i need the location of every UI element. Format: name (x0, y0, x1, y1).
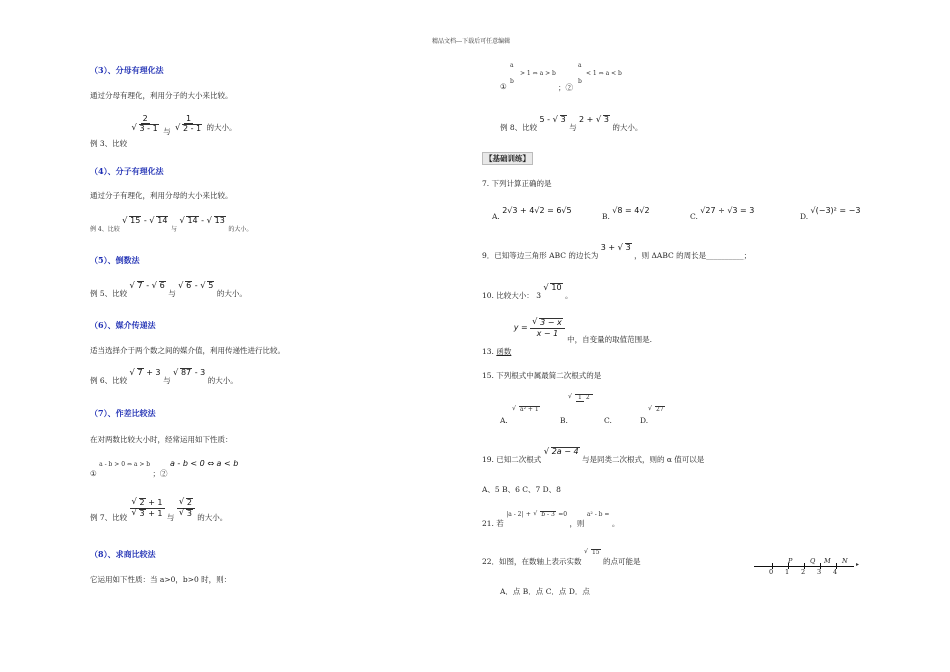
example-8-b-rad: 3 (603, 115, 609, 124)
question-7-option-a (492, 206, 572, 221)
example-7-prefix: 例 7、比较 (90, 513, 128, 523)
question-19-prefix: 19. 已知二次根式 (482, 455, 542, 464)
point-m-label: M (824, 557, 831, 565)
basic-training-heading: 【基础训练】 (482, 152, 533, 165)
q21-radicand: b - 3 (541, 511, 555, 518)
abs-expression: |a - 2| (506, 511, 524, 518)
question-22-suffix: 的点可能是 (602, 557, 641, 566)
fraction-denominator: 3 - 1 (139, 124, 158, 134)
minus-sign: - (143, 216, 147, 225)
example-7 (90, 498, 228, 523)
property-separator: ；② (152, 469, 168, 478)
question-7-option-d (800, 206, 861, 221)
example-8-suffix: 的大小。 (612, 123, 643, 132)
equals-zero: =0 (558, 511, 568, 518)
question-7-stem: 7. 下列计算正确的是 (482, 179, 552, 188)
page-header: 精品文档---下载后可任意编辑 (432, 38, 511, 45)
example-6-b1: 87 (180, 368, 192, 377)
example-7-fraction-1 (130, 498, 165, 519)
example-3 (90, 114, 237, 148)
property-separator: ；② (558, 83, 573, 92)
example-5-b2: 5 (208, 281, 214, 290)
point-p-label: P (788, 557, 793, 565)
question-21 (482, 508, 620, 528)
fraction-numerator: 2 (142, 114, 148, 123)
property-marker-1: ① (500, 82, 507, 91)
example-6-suffix: 的大小。 (207, 376, 238, 385)
example-6-a-tail: + 3 (146, 368, 161, 377)
question-21-prefix: 21. 若 (482, 519, 504, 528)
example-6-b-tail: - 3 (194, 368, 206, 377)
question-19-radicand: 2a − 4 (551, 447, 579, 456)
axis-label-4: 4 (833, 568, 838, 576)
question-21-target: a² - b = (586, 511, 610, 518)
question-21-end: 。 (611, 519, 620, 528)
point-n-label: N (842, 557, 848, 565)
property-2-top: a (578, 62, 582, 69)
section-3-text: 通过分母有理化，利用分子的大小来比较。 (90, 91, 233, 100)
axis-label-2: 2 (801, 568, 806, 576)
question-10-value: 3 (536, 291, 541, 300)
denominator-tail: + 1 (148, 508, 163, 518)
function-fraction (530, 318, 565, 338)
section-7-text: 在对两数比较大小时，经常运用如下性质： (90, 435, 233, 444)
property-marker-1: ① (90, 469, 97, 478)
property-2-bottom: b (578, 78, 582, 85)
denominator-radicand: 3 (139, 508, 145, 518)
denominator-radicand: 3 (186, 508, 192, 518)
question-10-suffix: 。 (564, 291, 573, 300)
option-d-expression: √(−3)² = −3 (810, 206, 861, 215)
example-3-fraction-2 (173, 114, 204, 134)
example-7-with: 与 (166, 513, 175, 523)
example-5-a1: 7 (137, 281, 143, 290)
question-22 (482, 546, 641, 566)
section-7-title: （7）、作差比较法 (90, 408, 156, 418)
example-5-prefix: 例 5、比较 (90, 289, 128, 298)
example-7-suffix: 的大小。 (197, 513, 228, 523)
section-8-text: 它运用如下性质：当 a>0，b>0 时，则： (90, 575, 232, 584)
example-5 (90, 280, 247, 298)
option-d-label: D. (640, 416, 649, 425)
question-19-options: A、5 B、6 C、7 D、8 (482, 485, 561, 494)
section-8-title: （8）、求商比较法 (90, 549, 156, 559)
section-3-title: （3）、分母有理化法 (90, 65, 164, 75)
axis-arrow-icon: ▸ (856, 561, 860, 568)
option-b-numerator: 1 (578, 394, 582, 401)
numerator-radicand: 3 − x (540, 318, 562, 327)
example-3-with: 与 (163, 126, 171, 136)
example-4-suffix: 的大小。 (228, 226, 253, 233)
option-a-label: A. (500, 416, 508, 425)
example-6-with: 与 (163, 376, 171, 385)
example-5-a2: 6 (159, 281, 165, 290)
axis-label-3: 3 (817, 568, 822, 576)
axis-label-1: 1 (785, 568, 790, 576)
example-7-fraction-2 (177, 498, 195, 519)
option-label: C. (690, 212, 698, 221)
example-5-suffix: 的大小。 (216, 289, 247, 298)
minus-sign: - (146, 281, 150, 290)
question-22-prefix: 22．如图，在数轴上表示实数 (482, 557, 582, 566)
question-9-suffix: ，则 ΔABC 的周长是__________； (634, 251, 752, 260)
option-b-label: B. (560, 416, 568, 425)
numerator-tail: + 1 (148, 498, 163, 507)
example-8-a-rad: 3 (560, 115, 566, 124)
point-q-label: Q (810, 557, 816, 565)
example-4-b1: 14 (187, 216, 198, 225)
example-8 (500, 114, 643, 132)
function-link[interactable]: 函数 (496, 346, 512, 356)
property-2-relation: < 1 ⇔ a < b (586, 70, 622, 77)
question-19-suffix: 与是同类二次根式，则的 α 值可以是 (581, 455, 705, 464)
axis-label-0: 0 (769, 568, 774, 576)
question-7-option-c (690, 206, 755, 221)
question-13-number: 13. (482, 346, 494, 356)
section-4-text: 通过分子有理化，利用分母的大小来比较。 (90, 191, 233, 200)
property-1-relation: > 1 ⇔ a > b (520, 70, 556, 77)
denominator: x − 1 (536, 328, 559, 338)
question-22-options: A．点 B．点 C．点 D．点 (500, 587, 590, 596)
side-length-head: 3 + (600, 243, 616, 252)
fraction-denominator: 2 - 1 (182, 124, 202, 134)
option-label: D. (800, 212, 809, 221)
option-b-denominator: 2 (585, 394, 590, 401)
option-a-radicand: a² + 1 (520, 406, 539, 413)
example-6-prefix: 例 6、比较 (90, 376, 128, 385)
example-4-with: 与 (171, 226, 178, 233)
question-21-then: ，则 (569, 519, 585, 528)
numerator-radicand: 2 (186, 498, 192, 507)
fraction-numerator: 1 (186, 114, 192, 123)
question-10 (482, 282, 573, 300)
numerator-radicand: 2 (139, 498, 145, 507)
option-d-radicand: 27 (656, 406, 664, 413)
function-y: y = (513, 322, 528, 332)
option-b-expression: √8 = 4√2 (612, 206, 650, 215)
example-6-a1: 7 (137, 368, 143, 377)
example-5-with: 与 (168, 289, 176, 298)
property-2: a - b < 0 ⇔ a < b (169, 459, 239, 468)
example-3-suffix: 的大小。 (206, 122, 237, 132)
option-c-label: C. (604, 416, 612, 425)
side-length-radicand: 3 (625, 243, 631, 252)
example-5-b1: 6 (186, 281, 192, 290)
minus-sign: - (201, 216, 205, 225)
example-3-fraction-1 (130, 114, 161, 134)
section-6-text: 适当选择介于两个数之间的媒介值，利用传递性进行比较。 (90, 346, 285, 355)
question-9-prefix: 9．已知等边三角形 ABC 的边长为 (482, 251, 599, 260)
question-19 (482, 446, 705, 464)
minus-sign: - (194, 281, 198, 290)
question-22-radicand: 15 (591, 549, 600, 556)
number-line (754, 558, 858, 582)
example-3-prefix: 例 3、比较 (90, 138, 128, 148)
section-5-title: （5）、倒数法 (90, 255, 140, 265)
property-1-top: a (510, 62, 514, 69)
question-13 (482, 318, 652, 356)
option-c-expression: √27 ÷ √3 = 3 (700, 206, 755, 215)
example-8-a-head: 5 - (539, 115, 551, 124)
option-a-expression: 2√3 + 4√2 = 6√5 (502, 206, 572, 215)
question-7-option-b (602, 206, 650, 221)
property-1: a - b > 0 ⇔ a > b (99, 461, 151, 468)
question-10-radicand: 10 (551, 283, 562, 292)
example-4-a2: 14 (157, 216, 168, 225)
plus-sign: + (525, 511, 531, 518)
example-6 (90, 367, 238, 385)
question-10-prefix: 10. 比较大小： (482, 291, 534, 300)
example-4-prefix: 例 4、比较 (90, 226, 120, 233)
option-label: B. (602, 212, 610, 221)
example-8-prefix: 例 8、比较 (500, 123, 538, 132)
example-4-a1: 15 (130, 216, 141, 225)
example-4-b2: 13 (214, 216, 225, 225)
question-13-suffix: 中，自变量的取值范围是. (567, 334, 652, 344)
section-7-property (90, 458, 239, 478)
example-8-with: 与 (569, 123, 577, 132)
section-4-title: （4）、分子有理化法 (90, 166, 164, 176)
section-6-title: （6）、媒介传递法 (90, 320, 156, 330)
option-label: A. (492, 212, 500, 221)
example-8-b-head: 2 + (579, 115, 594, 124)
question-15-stem: 15. 下列根式中属最简二次根式的是 (482, 371, 602, 380)
question-9 (482, 242, 752, 260)
property-1-bottom: b (510, 78, 514, 85)
example-4 (90, 216, 253, 233)
